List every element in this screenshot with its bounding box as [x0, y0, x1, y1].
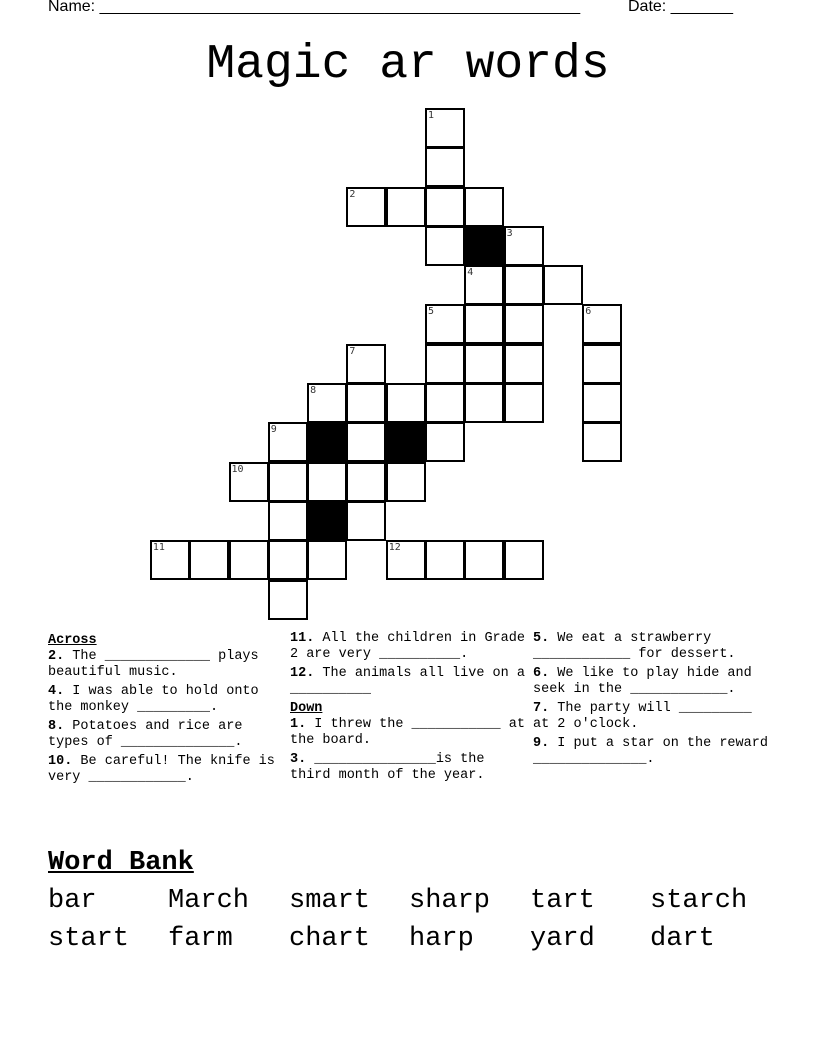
word-bank-title: Word Bank: [48, 848, 194, 878]
crossword-cell-9[interactable]: [268, 422, 308, 462]
clue-number: 12.: [290, 666, 315, 681]
crossword-cell[interactable]: [346, 383, 386, 423]
crossword-cell-8[interactable]: [307, 383, 347, 423]
crossword-cell[interactable]: [582, 422, 622, 462]
crossword-cell[interactable]: [229, 540, 269, 580]
crossword-cell[interactable]: [425, 383, 465, 423]
crossword-cell-1[interactable]: [425, 108, 465, 148]
crossword-cell[interactable]: [425, 540, 465, 580]
clue-column-2: [290, 631, 525, 787]
crossword-cell-11[interactable]: [150, 540, 190, 580]
clue-number-label: 9: [270, 424, 277, 436]
date-field-label: Date: _______: [628, 0, 733, 15]
crossword-cell[interactable]: [464, 540, 504, 580]
word-bank-word: March: [168, 886, 250, 916]
crossword-cell[interactable]: [268, 501, 308, 541]
clue-number-label: 2: [349, 188, 356, 200]
clue-across-10: [48, 754, 283, 786]
crossword-cell[interactable]: [307, 540, 347, 580]
word-bank-word: starch: [650, 886, 748, 916]
crossword-block: [464, 226, 504, 266]
crossword-cell-10[interactable]: [229, 462, 269, 502]
word-bank-word: sharp: [409, 886, 491, 916]
crossword-cell-5[interactable]: [425, 304, 465, 344]
clue-text: We eat a strawberry ____________ for dessert.: [533, 631, 736, 662]
clue-down-9: [533, 736, 768, 768]
clue-column-3: [533, 631, 768, 771]
crossword-cell[interactable]: [464, 187, 504, 227]
crossword-cell[interactable]: [582, 383, 622, 423]
crossword-cell[interactable]: [464, 344, 504, 384]
crossword-cell-4[interactable]: [464, 265, 504, 305]
clue-number: 1.: [290, 717, 307, 732]
clue-number: 3.: [290, 752, 307, 767]
clue-column-1: [48, 631, 283, 789]
clue-text: The party will _________ at 2 o'clock.: [533, 701, 752, 732]
clue-down-6: [533, 666, 768, 698]
crossword-cell[interactable]: [386, 462, 426, 502]
crossword-cell[interactable]: [504, 265, 544, 305]
page-title: Magic ar words: [206, 38, 610, 92]
crossword-cell[interactable]: [464, 304, 504, 344]
crossword-cell[interactable]: [268, 540, 308, 580]
word-bank-word: tart: [530, 886, 595, 916]
clue-down-7: [533, 701, 768, 733]
crossword-block: [386, 422, 426, 462]
clue-number-label: 12: [388, 542, 401, 554]
word-bank-word: chart: [289, 924, 371, 954]
clue-number-label: 11: [152, 542, 165, 554]
clue-number-label: 3: [506, 227, 513, 239]
crossword-cell[interactable]: [425, 147, 465, 187]
down-heading: Down: [290, 701, 323, 716]
crossword-cell[interactable]: [189, 540, 229, 580]
clue-number-label: 10: [231, 463, 244, 475]
word-bank-word: harp: [409, 924, 474, 954]
word-bank-word: farm: [168, 924, 233, 954]
crossword-cell[interactable]: [268, 580, 308, 620]
crossword-cell[interactable]: [425, 187, 465, 227]
clue-number: 11.: [290, 631, 315, 646]
clue-down-1: [290, 717, 525, 749]
word-bank-word: smart: [289, 886, 371, 916]
name-field-label: Name: ______________________________________________________: [48, 0, 581, 15]
crossword-cell-12[interactable]: [386, 540, 426, 580]
clue-across-4: [48, 684, 283, 716]
clue-text: The _____________ plays beautiful music.: [48, 649, 259, 680]
clue-down-5: [533, 631, 768, 663]
word-bank-word: yard: [530, 924, 595, 954]
clue-number: 10.: [48, 754, 73, 769]
across-heading: Across: [48, 633, 97, 648]
clue-down-3: [290, 752, 525, 784]
clue-text: I threw the ___________ at the board.: [290, 717, 525, 748]
clue-text: Potatoes and rice are types of ______________.: [48, 719, 243, 750]
clue-text: All the children in Grade 2 are very __________.: [290, 631, 525, 662]
clue-number: 2.: [48, 649, 65, 664]
crossword-cell[interactable]: [504, 540, 544, 580]
clue-text: We like to play hide and seek in the ____________.: [533, 666, 752, 697]
clue-across-11: [290, 631, 525, 663]
crossword-cell[interactable]: [268, 462, 308, 502]
clue-number-label: 5: [428, 306, 435, 318]
clue-number: 8.: [48, 719, 65, 734]
clue-text: _______________is the third month of the year.: [290, 752, 485, 783]
clue-text: I was able to hold onto the monkey _________.: [48, 684, 259, 715]
crossword-block: [307, 501, 347, 541]
clue-across-2: [48, 649, 283, 681]
crossword-cell[interactable]: [464, 383, 504, 423]
crossword-cell[interactable]: [582, 344, 622, 384]
clue-number: 5.: [533, 631, 550, 646]
crossword-cell-7[interactable]: [346, 344, 386, 384]
clue-text: Be careful! The knife is very ____________.: [48, 754, 275, 785]
crossword-cell[interactable]: [346, 422, 386, 462]
crossword-cell[interactable]: [386, 187, 426, 227]
crossword-cell[interactable]: [307, 462, 347, 502]
clue-number-label: 7: [349, 345, 356, 357]
word-bank-word: bar: [48, 886, 97, 916]
clue-across-12: [290, 666, 525, 698]
crossword-cell[interactable]: [425, 422, 465, 462]
clue-number: 6.: [533, 666, 550, 681]
crossword-cell[interactable]: [425, 226, 465, 266]
crossword-cell[interactable]: [346, 501, 386, 541]
crossword-cell[interactable]: [346, 462, 386, 502]
crossword-cell[interactable]: [504, 304, 544, 344]
clue-number: 4.: [48, 684, 65, 699]
clue-number-label: 8: [310, 385, 317, 396]
clue-number: 9.: [533, 736, 550, 751]
crossword-cell-6[interactable]: [582, 304, 622, 344]
crossword-cell-2[interactable]: [346, 187, 386, 227]
word-bank-word: start: [48, 924, 130, 954]
crossword-cell[interactable]: [504, 344, 544, 384]
crossword-cell[interactable]: [425, 344, 465, 384]
clue-number-label: 6: [585, 306, 592, 318]
crossword-cell[interactable]: [386, 383, 426, 423]
word-bank-word: dart: [650, 924, 715, 954]
crossword-cell-3[interactable]: [504, 226, 544, 266]
crossword-block: [307, 422, 347, 462]
clue-number-label: 1: [428, 109, 435, 121]
clue-number: 7.: [533, 701, 550, 716]
clue-text: The animals all live on a __________: [290, 666, 525, 697]
clue-text: I put a star on the reward ______________.: [533, 736, 768, 767]
clue-across-8: [48, 719, 283, 751]
crossword-cell[interactable]: [504, 383, 544, 423]
crossword-cell[interactable]: [543, 265, 583, 305]
clue-number-label: 4: [467, 267, 474, 279]
